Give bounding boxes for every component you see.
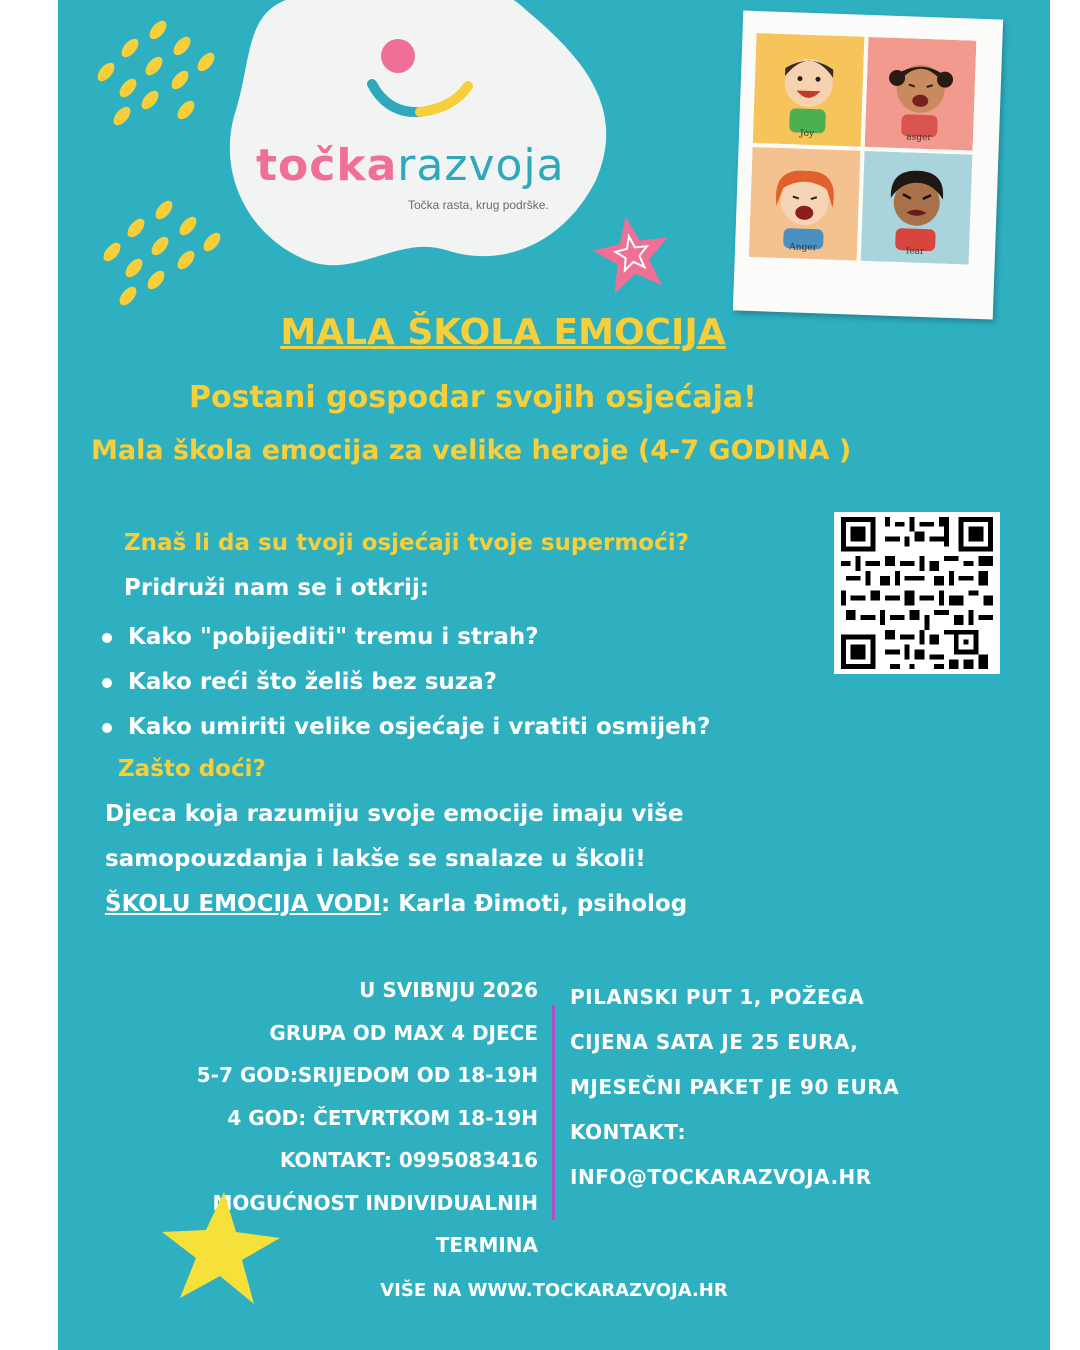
list-item: Kako umiriti velike osjećaje i vratiti osmijeh? xyxy=(100,710,710,755)
brand-name: točkarazvoja xyxy=(256,140,565,191)
schedule-phone: KONTAKT: 0995083416 xyxy=(279,1148,538,1172)
emotions-polaroid xyxy=(733,11,1003,320)
schedule-group-size: GRUPA OD MAX 4 DJECE xyxy=(269,1020,538,1045)
schedule-individual-line-2: TERMINA xyxy=(435,1233,538,1257)
list-item: Kako reći što želiš bez suza? xyxy=(100,665,710,710)
emotion-label: Anger xyxy=(789,242,818,254)
subtitle-slogan: Postani gospodar svojih osjećaja! xyxy=(189,380,757,415)
qr-code[interactable] xyxy=(834,512,1000,674)
details-info xyxy=(570,977,1030,1202)
decorative-dots-bottom xyxy=(94,200,234,310)
schedule-individual-line-1: MOGUĆNOST INDIVIDUALNIH xyxy=(212,1190,538,1215)
why-text-line-1: Djeca koja razumiju svoje emocije imaju više xyxy=(105,801,684,827)
intro-question: Znaš li da su tvoji osjećaji tvoje supermoći? xyxy=(124,530,689,556)
emotion-label: asger xyxy=(906,132,932,144)
emotion-tile-sad xyxy=(865,37,977,151)
list-item: Kako "pobijediti" tremu i strah? xyxy=(100,620,710,665)
details-monthly-price: MJESEČNI PAKET JE 90 EURA xyxy=(570,1075,900,1099)
why-text-line-2: samopouzdanja i lakše se snalaze u školi! xyxy=(105,846,646,872)
subtitle-age-group: Mala škola emocija za velike heroje (4-7 GODINA ) xyxy=(91,435,852,466)
why-heading: Zašto doći? xyxy=(118,756,266,782)
details-email[interactable]: INFO@TOCKARAZVOJA.HR xyxy=(570,1165,872,1189)
logo-mark-icon xyxy=(358,36,478,126)
emotion-label: fear xyxy=(905,246,925,258)
website-footer[interactable]: VIŠE NA WWW.TOCKARAZVOJA.HR xyxy=(380,1280,728,1301)
details-address: PILANSKI PUT 1, POŽEGA xyxy=(570,985,865,1009)
main-title: MALA ŠKOLA EMOCIJA xyxy=(280,312,726,353)
join-text: Pridruži nam se i otkrij: xyxy=(124,575,429,601)
pink-star-icon xyxy=(590,212,674,296)
leader-line xyxy=(105,891,687,917)
schedule-younger-group: 4 GOD: ČETVRTKOM 18-19H xyxy=(227,1105,538,1130)
schedule-older-group: 5-7 GOD:SRIJEDOM OD 18-19H xyxy=(196,1063,538,1087)
emotion-label: Joy xyxy=(799,128,815,140)
emotion-tile-joy xyxy=(753,33,865,147)
details-contact-label: KONTAKT: xyxy=(570,1120,686,1144)
brand-tagline: Točka rasta, krug podrške. xyxy=(408,198,549,212)
poster xyxy=(58,0,1050,1350)
benefits-list xyxy=(100,620,710,755)
column-divider xyxy=(552,1005,555,1220)
details-hourly-price: CIJENA SATA JE 25 EURA, xyxy=(570,1030,859,1054)
leader-name: : Karla Đimoti, psiholog xyxy=(380,891,688,917)
leader-label: ŠKOLU EMOCIJA VODI xyxy=(105,891,381,917)
emotion-tile-fear xyxy=(861,151,973,265)
emotion-tile-anger xyxy=(749,147,861,261)
schedule-month: U SVIBNJU 2026 xyxy=(359,978,538,1002)
decorative-dots-top xyxy=(88,20,228,130)
